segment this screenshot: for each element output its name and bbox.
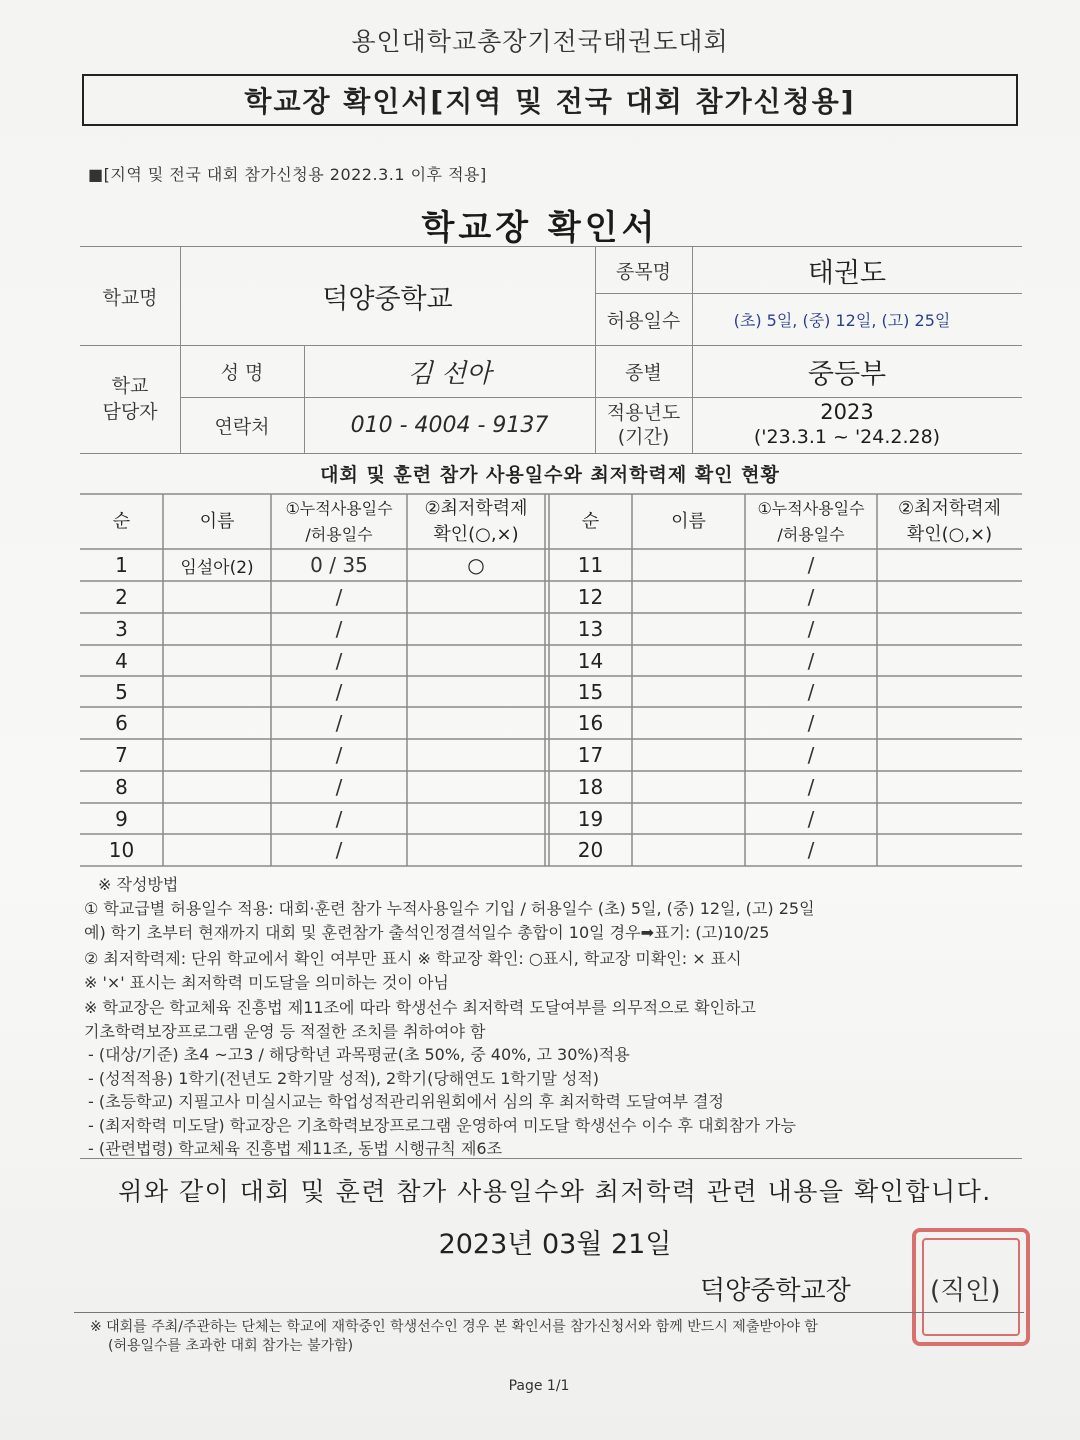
allowed-value: (초) 5일, (중) 12일, (고) 25일 <box>733 310 951 330</box>
row-check <box>877 707 1022 739</box>
row-check <box>877 645 1022 676</box>
note-line: ② 최저학력제: 단위 학교에서 확인 여부만 표시 ※ 학교장 확인: ○표시, 학교장 미확인: × 표시 <box>84 949 742 968</box>
roster-header-name-right: 이름 <box>671 510 706 532</box>
note-line: ※ '×' 표시는 최저학력 미도달을 의미하는 것이 아님 <box>84 973 449 992</box>
roster-header-no-right: 순 <box>581 510 600 532</box>
row-name <box>163 707 271 739</box>
row-check <box>407 613 545 645</box>
note-line: 예) 학기 초부터 현재까지 대회 및 훈련참가 출석인정결석일수 총합이 10일 경우➡표기: (고)10/25 <box>84 923 770 942</box>
row-days: / <box>335 585 343 609</box>
row-number: 15 <box>577 679 604 704</box>
row-days: / <box>807 648 815 673</box>
row-days: / <box>335 648 343 673</box>
row-number: 2 <box>115 585 128 609</box>
roster-header-check: ②최저학력제 확인(○,×) <box>424 497 528 545</box>
row-name <box>163 581 271 613</box>
row-days: / <box>807 838 815 862</box>
row-days: / <box>335 679 343 704</box>
row-days: / <box>807 711 815 735</box>
row-check <box>877 613 1022 645</box>
row-number: 12 <box>577 585 604 609</box>
roster-header-check-right: ②최저학력제 확인(○,×) <box>897 497 1002 545</box>
contact-value: 010 - 4004 - 9137 <box>350 412 549 438</box>
note-line: - (최저학력 미도달) 학교장은 기초학력보장프로그램 운영하여 미도달 학생선수 이수 후 대회참가 가능 <box>88 1116 796 1135</box>
year-value: 2023 <box>820 400 874 424</box>
row-number: 11 <box>577 553 604 577</box>
row-name <box>163 676 271 707</box>
division-value: 중등부 <box>807 358 887 390</box>
row-check <box>877 581 1022 613</box>
row-days: / <box>335 806 343 831</box>
row-check: ○ <box>467 553 485 577</box>
note-line: ※ 작성방법 <box>98 875 179 894</box>
row-check <box>407 834 545 866</box>
row-check <box>877 676 1022 707</box>
row-check <box>407 676 545 707</box>
roster-header-days-right: ①누적사용일수 /허용일수 <box>757 498 865 544</box>
main-title: 학교장 확인서 <box>421 208 659 248</box>
note-line: 기초학력보장프로그램 운영 등 적절한 조치를 취하여야 함 <box>84 1022 486 1041</box>
name-label: 성 명 <box>220 361 264 384</box>
row-days: / <box>807 743 815 767</box>
row-number: 14 <box>577 648 604 673</box>
row-number: 10 <box>108 838 135 862</box>
row-number: 1 <box>115 553 128 577</box>
row-name <box>163 645 271 676</box>
roster-header-no: 순 <box>112 510 131 532</box>
roster-header-days: ①누적사용일수 /허용일수 <box>285 498 393 544</box>
footer-note-line-2: (허용일수를 초과한 대회 참가는 불가함) <box>108 1338 354 1354</box>
note-line: ※ 학교장은 학교체육 진흥법 제11조에 따라 학생선수 최저학력 도달여부를 의무적으로 확인하고 <box>84 998 756 1017</box>
row-number: 8 <box>115 775 128 799</box>
school-value: 덕양중학교 <box>322 283 453 315</box>
confirm-statement: 위와 같이 대회 및 훈련 참가 사용일수와 최저학력 관련 내용을 확인합니다. <box>118 1177 992 1206</box>
apply-note: ■[지역 및 전국 대회 참가신청용 2022.3.1 이후 적용] <box>88 165 487 184</box>
row-name: 임설아(2) <box>180 557 254 578</box>
row-name <box>632 834 745 866</box>
row-check <box>877 549 1022 581</box>
row-check <box>407 645 545 676</box>
name-value: 김 선아 <box>407 358 492 389</box>
row-days: / <box>335 775 343 799</box>
row-number: 13 <box>577 617 604 641</box>
row-name <box>632 549 745 581</box>
row-number: 20 <box>577 838 604 862</box>
division-label: 종별 <box>625 361 662 384</box>
page-number: Page 1/1 <box>508 1378 570 1394</box>
row-name <box>632 676 745 707</box>
sport-label: 종목명 <box>615 260 672 283</box>
note-line: - (관련법령) 학교체육 진흥법 제11조, 동법 시행규칙 제6조 <box>88 1139 503 1158</box>
footer-note <box>90 1318 818 1356</box>
row-check <box>407 581 545 613</box>
row-number: 3 <box>115 617 128 641</box>
row-check <box>877 771 1022 803</box>
principal-signature: 덕양중학교장 <box>700 1276 851 1306</box>
row-name <box>163 739 271 771</box>
period-value: ('23.3.1 ~ '24.2.28) <box>753 426 941 448</box>
row-number: 4 <box>115 648 128 673</box>
row-days: / <box>807 679 815 704</box>
seal-mark: (직인) <box>930 1276 1001 1306</box>
roster-header-name: 이름 <box>199 510 235 532</box>
row-check <box>407 803 545 834</box>
row-name <box>163 613 271 645</box>
row-number: 16 <box>577 711 604 735</box>
row-name <box>632 645 745 676</box>
contact-label: 연락처 <box>214 415 270 438</box>
row-days: / <box>807 585 815 609</box>
row-name <box>163 834 271 866</box>
row-days: / <box>807 775 815 799</box>
school-label: 학교명 <box>102 286 158 309</box>
row-name <box>632 581 745 613</box>
row-number: 5 <box>115 679 128 704</box>
note-line: ① 학교급별 허용일수 적용: 대회·훈련 참가 누적사용일수 기입 / 허용일수 (초) 5일, (중) 12일, (고) 25일 <box>84 899 815 918</box>
row-days: / <box>807 553 815 577</box>
staff-label: 학교 담당자 <box>102 375 158 423</box>
note-line: - (대상/기준) 초4 ~고3 / 해당학년 과목평균(초 50%, 중 40%, 고 30%)적용 <box>88 1045 630 1064</box>
row-name <box>632 739 745 771</box>
sport-value: 태권도 <box>807 257 887 289</box>
school-seal-stamp <box>912 1228 1030 1346</box>
row-check <box>407 771 545 803</box>
notes-divider <box>80 1158 1022 1159</box>
doc-box-title: 학교장 확인서[지역 및 전국 대회 참가신청용] <box>82 74 1018 126</box>
row-number: 19 <box>577 806 604 831</box>
event-title: 용인대학교총장기전국태권도대회 <box>351 27 729 56</box>
row-check <box>407 707 545 739</box>
row-days: / <box>807 806 815 831</box>
note-line: - (초등학교) 지필고사 미실시교는 학업성적관리위원회에서 심의 후 최저학력 도달여부 결정 <box>88 1092 724 1111</box>
row-name <box>163 803 271 834</box>
row-name <box>163 771 271 803</box>
row-check <box>407 739 545 771</box>
row-number: 17 <box>577 743 604 767</box>
year-label: 적용년도 (기간) <box>606 402 681 448</box>
row-name <box>632 803 745 834</box>
allowed-label: 허용일수 <box>606 309 681 332</box>
row-check <box>877 834 1022 866</box>
row-name <box>632 771 745 803</box>
note-line: - (성적적용) 1학기(전년도 2학기말 성적), 2학기(당해연도 1학기말 성적) <box>88 1069 600 1088</box>
row-number: 7 <box>115 743 128 767</box>
footer-note-line-1: ※ 대회를 주최/주관하는 단체는 학교에 재학중인 학생선수인 경우 본 확인서를 참가신청서와 함께 반드시 제출받아야 함 <box>90 1319 818 1335</box>
row-days: / <box>335 617 343 641</box>
row-days: / <box>335 711 343 735</box>
footer-divider <box>74 1312 1024 1313</box>
row-days: / <box>335 838 343 862</box>
row-number: 6 <box>115 711 128 735</box>
row-check <box>877 739 1022 771</box>
row-name <box>632 707 745 739</box>
row-name <box>632 613 745 645</box>
row-days: 0 / 35 <box>310 553 368 577</box>
section-title: 대회 및 훈련 참가 사용일수와 최저학력제 확인 현황 <box>320 464 780 486</box>
confirm-date: 2023년 03월 21일 <box>438 1229 672 1260</box>
row-days: / <box>335 743 343 767</box>
row-number: 9 <box>115 806 128 831</box>
row-days: / <box>807 617 815 641</box>
row-check <box>877 803 1022 834</box>
row-number: 18 <box>577 775 604 799</box>
